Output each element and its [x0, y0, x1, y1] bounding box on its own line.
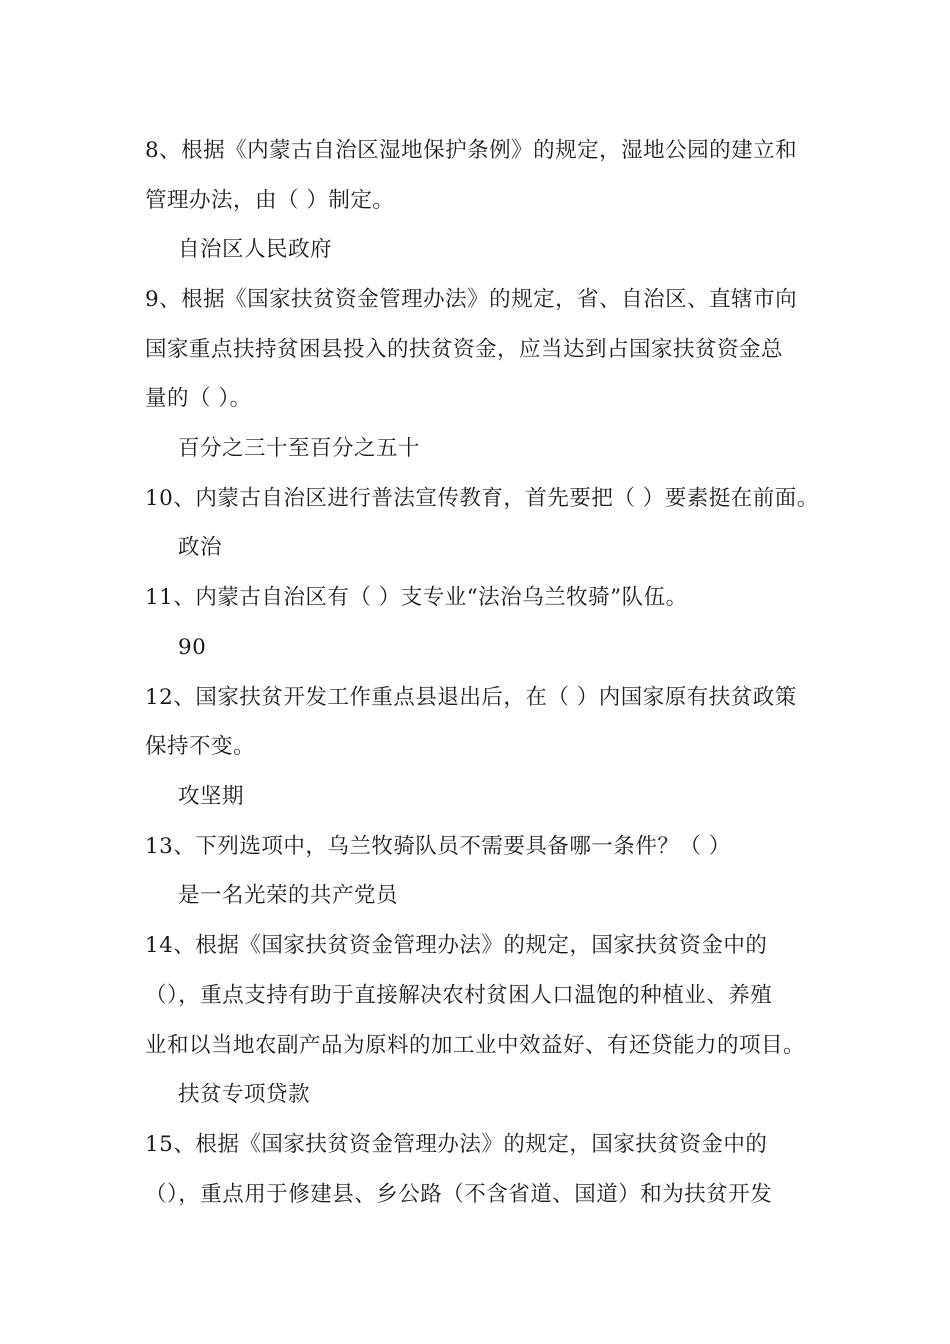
text-line: 业和以当地农副产品为原料的加工业中效益好、有还贷能力的项目。 — [145, 1033, 806, 1058]
text-line: 9、根据《国家扶贫资金管理办法》的规定，省、自治区、直辖市向 — [145, 287, 798, 312]
text-line: 保持不变。 — [145, 734, 256, 759]
answer-line: 百分之三十至百分之五十 — [178, 436, 421, 461]
text-line: 11、内蒙古自治区有（ ）支专业“法治乌兰牧骑”队伍。 — [145, 585, 688, 610]
answer-line: 扶贫专项贷款 — [178, 1082, 311, 1107]
text-line: 8、根据《内蒙古自治区湿地保护条例》的规定，湿地公园的建立和 — [145, 138, 798, 163]
text-line: （），重点支持有助于直接解决农村贫困人口温饱的种植业、养殖 — [145, 983, 773, 1008]
text-line: 管理办法，由（ ）制定。 — [145, 188, 395, 213]
answer-line: 政治 — [178, 535, 223, 560]
answer-line: 90 — [178, 635, 207, 660]
answer-line: 是一名光荣的共产党员 — [178, 883, 399, 908]
text-line: 14、根据《国家扶贫资金管理办法》的规定，国家扶贫资金中的 — [145, 933, 768, 958]
text-line: （），重点用于修建县、乡公路（不含省道、国道）和为扶贫开发 — [145, 1182, 773, 1207]
answer-line: 自治区人民政府 — [178, 237, 333, 262]
text-line: 10、内蒙古自治区进行普法宣传教育，首先要把（ ）要素挺在前面。 — [145, 486, 819, 511]
text-line: 国家重点扶持贫困县投入的扶贫资金，应当达到占国家扶贫资金总 — [145, 337, 784, 362]
text-line: 12、国家扶贫开发工作重点县退出后，在（ ）内国家原有扶贫政策 — [145, 685, 797, 710]
text-line: 量的（ ）。 — [145, 386, 252, 411]
text-line: 13、下列选项中，乌兰牧骑队员不需要具备哪一条件？（ ） — [145, 834, 731, 859]
answer-line: 攻坚期 — [178, 784, 245, 809]
text-line: 15、根据《国家扶贫资金管理办法》的规定，国家扶贫资金中的 — [145, 1132, 768, 1157]
